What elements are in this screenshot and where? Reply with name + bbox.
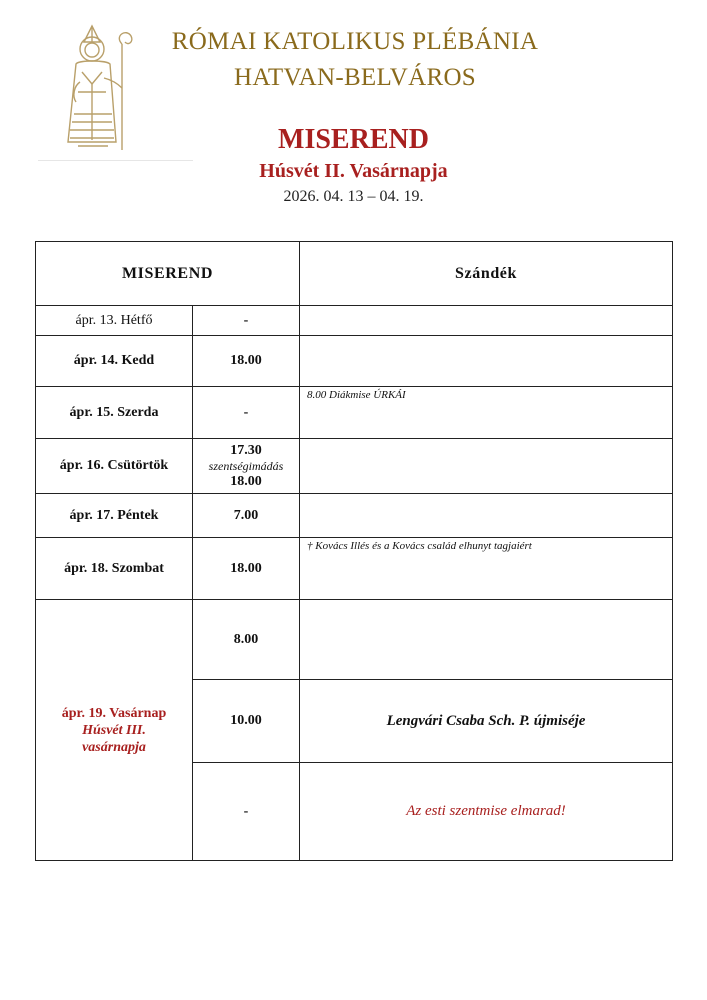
column-header-intent: Szándék (300, 242, 673, 306)
table-row (36, 494, 673, 538)
sunday-day-label: ápr. 19. Vasárnap (61, 705, 167, 721)
table-row (36, 439, 673, 494)
sunday-day-cell (36, 600, 193, 861)
day-cell: ápr. 17. Péntek (36, 494, 193, 538)
time-cell: 18.00 (193, 336, 300, 387)
sunday-feast-line2: vasárnapja (82, 739, 146, 755)
intent-cell (300, 439, 673, 494)
table-row (36, 538, 673, 600)
day-cell: ápr. 18. Szombat (36, 538, 193, 600)
intent-cell (300, 336, 673, 387)
day-cell: ápr. 16. Csütörtök (36, 439, 193, 494)
adoration-note: szentségimádás (208, 458, 284, 473)
table-row (36, 306, 673, 336)
intent-cell (300, 306, 673, 336)
time-cell: 10.00 (193, 680, 300, 763)
intent-cell (300, 494, 673, 538)
day-cell: ápr. 15. Szerda (36, 387, 193, 439)
parish-name-line1: RÓMAI KATOLIKUS PLÉBÁNIA (171, 28, 539, 55)
time-cell: 7.00 (193, 494, 300, 538)
page-subtitle: Húsvét II. Vasárnapja (259, 160, 448, 182)
parish-name-line2: HATVAN-BELVÁROS (233, 64, 477, 91)
time-value-second: 18.00 (230, 473, 262, 489)
time-cell: - (193, 387, 300, 439)
time-cell: 8.00 (193, 600, 300, 680)
intent-cell-first-mass: Lengvári Csaba Sch. P. újmiséje (300, 680, 673, 763)
time-value: 17.30 (230, 442, 262, 458)
table-row-sunday (36, 600, 673, 680)
time-cell: 18.00 (193, 538, 300, 600)
table-row (36, 336, 673, 387)
date-range: 2026. 04. 13 – 04. 19. (283, 188, 424, 205)
day-cell: ápr. 14. Kedd (36, 336, 193, 387)
sunday-feast-line1: Húsvét III. (82, 722, 146, 738)
table-header-row (36, 242, 673, 306)
mass-schedule-table (35, 241, 673, 861)
table-row (36, 387, 673, 439)
intent-cell: † Kovács Illés és a Kovács család elhunyt tagjaiért (300, 538, 673, 600)
intent-cell: 8.00 Diákmise ÚRKÁI (300, 387, 673, 439)
time-cell: - (193, 763, 300, 861)
day-cell: ápr. 13. Hétfő (36, 306, 193, 336)
intent-cell-cancelled-notice: Az esti szentmise elmarad! (300, 763, 673, 861)
intent-cell (300, 600, 673, 680)
time-cell: - (193, 306, 300, 336)
column-header-schedule: MISEREND (36, 242, 300, 306)
page-title: MISEREND (278, 124, 429, 155)
time-cell (193, 439, 300, 494)
